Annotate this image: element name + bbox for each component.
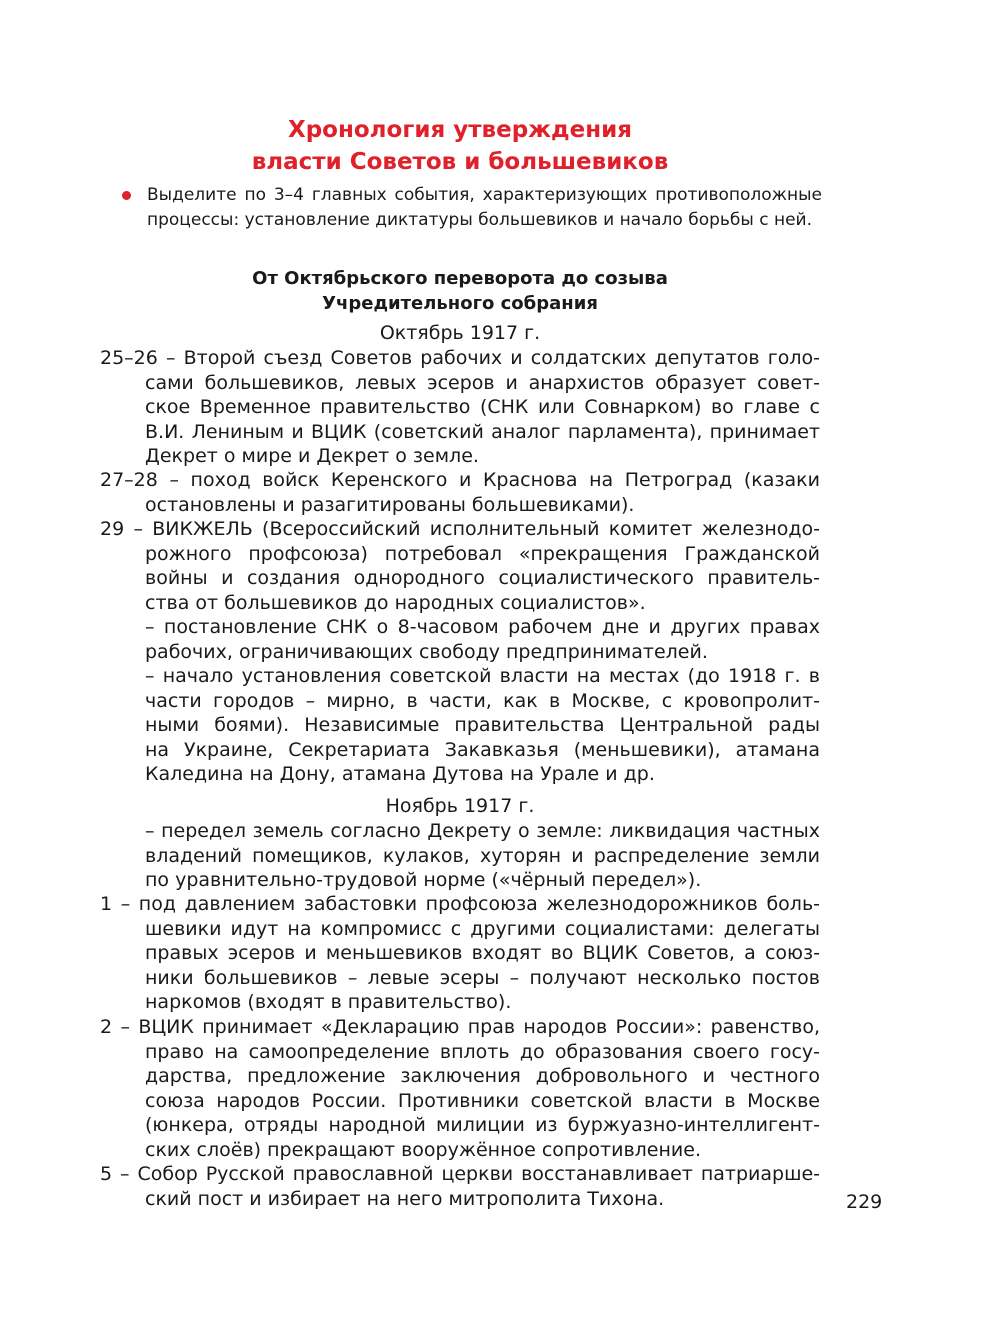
entry-line: дарства, предложение заключения добровольного и честного (145, 1065, 820, 1087)
entry-line: части городов – мирно, в части, как в Москве, с кровопролит- (145, 689, 820, 712)
title-line-2: власти Советов и большевиков (251, 149, 669, 175)
month-heading-october: Октябрь 1917 г. (379, 322, 541, 344)
entry-line: владений помещиков, кулаков, хуторян и распределение земли (145, 844, 820, 867)
entry-line: право на самоопределение вплоть до образования своего госу- (145, 1040, 820, 1063)
entry-line: ское Временное правительство (СНК или Совнарком) во главе с (145, 396, 820, 418)
entry-line: ными боями). Независимые правительства Центральной рады (145, 714, 820, 736)
chronology-entry (100, 346, 820, 469)
section-title-line-2: Учредительного собрания (322, 293, 598, 314)
entry-line: ских слоёв) прекращают вооружённое сопротивление. (145, 1138, 701, 1161)
entry-line: на Украине, Секретариата Закавказья (меньшевики), атамана (145, 738, 820, 761)
entry-line: Каледина на Дону, атамана Дутова на Урале и др. (145, 763, 655, 785)
entry-line: рабочих, ограничивающих свободу предпринимателей. (145, 640, 708, 663)
section-title (180, 266, 740, 316)
entry-line: ства от большевиков до народных социалистов». (145, 591, 646, 614)
entry-line: наркомов (входят в правительство). (145, 991, 512, 1013)
entry-line: 5 – Собор Русской православной церкви восстанавливает патриарше- (100, 1163, 820, 1185)
chronology-entry (100, 468, 820, 517)
entry-line: В.И. Лениным и ВЦИК (советский аналог парламента), принимает (145, 420, 820, 443)
section-title-line-1: От Октябрьского переворота до созыва (252, 268, 668, 289)
entry-line: – постановление СНК о 8-часовом рабочем дне и других правах (145, 616, 820, 638)
entry-line: сами большевиков, левых эсеров и анархистов образует совет- (145, 371, 820, 394)
chronology-entry (100, 615, 820, 664)
chronology-entry (100, 664, 820, 787)
entry-line: – начало установления советской власти на местах (до 1918 г. в (145, 665, 820, 687)
entry-line: 29 – ВИКЖЕЛЬ (Всероссийский исполнительный комитет железнодо- (100, 518, 820, 540)
chronology-entry (100, 1015, 820, 1162)
entry-line: шевики идут на компромисс с другими социалистами: делегаты (145, 917, 820, 940)
chronology-entry (100, 517, 820, 615)
month-heading-november: Ноябрь 1917 г. (385, 795, 535, 817)
entry-line: Декрет о мире и Декрет о земле. (145, 445, 479, 467)
entry-line: остановлены и разагитированы большевиками). (145, 493, 635, 516)
entry-line: 2 – ВЦИК принимает «Декларацию прав народов России»: равенство, (100, 1016, 820, 1038)
entry-line: 25–26 – Второй съезд Советов рабочих и солдатских депутатов голо- (100, 347, 820, 369)
entry-line: 27–28 – поход войск Керенского и Краснова на Петроград (казаки (100, 469, 820, 491)
chronology-entry (100, 819, 820, 893)
entry-line: правых эсеров и меньшевиков входят во ВЦИК Советов, а союз- (145, 942, 820, 964)
entry-line: по уравнительно-трудовой норме («чёрный передел»). (145, 869, 702, 891)
entry-line: ский пост и избирает на него митрополита Тихона. (145, 1187, 665, 1210)
page-number: 229 (846, 1191, 883, 1213)
entry-line: войны и создания однородного социалистического правитель- (145, 567, 820, 589)
title-line-1: Хронология утверждения (287, 117, 633, 143)
entry-line: ники большевиков – левые эсеры – получают несколько постов (145, 966, 820, 989)
entry-line: 1 – под давлением забастовки профсоюза железнодорожников боль- (100, 893, 820, 915)
task-text: Выделите по 3–4 главных события, характеризующих противоположные процессы: установление диктатуры большевиков и начало борьбы с ней. (147, 185, 822, 230)
bullet-dot-icon (122, 191, 131, 200)
page-title (160, 114, 760, 178)
chronology-entry (100, 892, 820, 1015)
entry-line: – передел земель согласно Декрету о земле: ликвидация частных (145, 820, 820, 842)
entry-line: (юнкера, отряды народной милиции из буржуазно-интеллигент- (145, 1114, 820, 1136)
entry-line: союза народов России. Противники советской власти в Москве (145, 1089, 820, 1112)
entry-line: рожного профсоюза) потребовал «прекращения Гражданской (145, 542, 820, 565)
chronology-entry (100, 1162, 820, 1211)
